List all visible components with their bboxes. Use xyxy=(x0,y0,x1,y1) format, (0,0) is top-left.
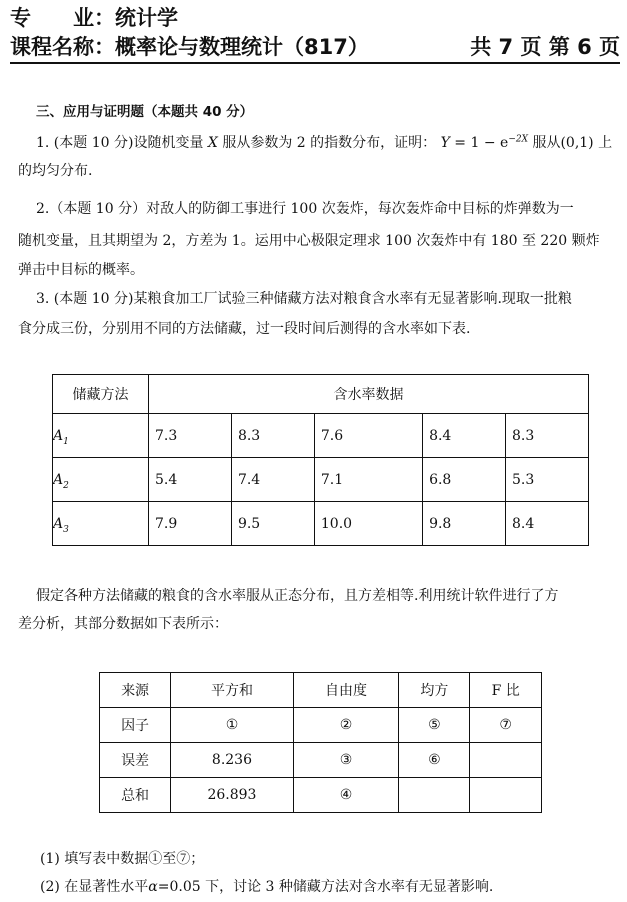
table-header-row xyxy=(53,375,589,414)
table-cell xyxy=(470,778,542,813)
table-header-cell: 来源 xyxy=(100,673,171,708)
table-cell: 5.3 xyxy=(506,458,589,502)
table-cell: 7.4 xyxy=(231,458,314,502)
major-value: 统计学 xyxy=(115,6,178,30)
q1-formula-lhs: Y xyxy=(440,135,450,151)
q1-line2: 的均匀分布. xyxy=(18,163,93,179)
table-cell: 因子 xyxy=(100,708,171,743)
table-cell: 8.3 xyxy=(506,414,589,458)
method-label: $A_3$ xyxy=(53,502,149,546)
major-label: 专 业： xyxy=(10,6,115,30)
table-header-cell: 均方 xyxy=(399,673,470,708)
table-header-cell: 自由度 xyxy=(293,673,398,708)
q3-line2: 食分成三份，分别用不同的方法储藏，过一段时间后测得的含水率如下表. xyxy=(18,321,471,337)
table-cell: 6.8 xyxy=(423,458,506,502)
q1-var: X xyxy=(207,135,218,151)
alpha-symbol: α xyxy=(148,879,158,895)
q2-line1: 2.（本题 10 分）对敌人的防御工事进行 100 次轰炸，每次轰炸命中目标的炸弹数为一 xyxy=(36,201,574,217)
table-cell: 9.8 xyxy=(423,502,506,546)
q2-line2: 随机变量，且其期望为 2，方差为 1。运用中心极限定理求 100 次轰炸中有 180 至 220 颗炸 xyxy=(18,233,600,249)
q2-line3: 弹击中目标的概率。 xyxy=(18,262,144,278)
q1-formula-eq: = 1 − e xyxy=(449,135,509,151)
major-line xyxy=(10,6,178,30)
subq-2-prefix: (2) 在显著性水平 xyxy=(40,879,149,895)
anova-table xyxy=(99,672,542,813)
table-row xyxy=(53,414,589,458)
q1-prefix: 1. (本题 10 分)设随机变量 xyxy=(36,135,204,151)
table-cell: 误差 xyxy=(100,743,171,778)
q1-mid: 服从参数为 2 的指数分布，证明： xyxy=(222,135,437,151)
q1-suffix: 服从(0,1) 上 xyxy=(532,135,613,151)
table-cell: 9.5 xyxy=(231,502,314,546)
table-row xyxy=(100,778,542,813)
q1-formula-exp: −2X xyxy=(508,134,528,145)
table-cell: ① xyxy=(171,708,294,743)
table-cell: 8.4 xyxy=(506,502,589,546)
table-cell: 10.0 xyxy=(314,502,422,546)
table-row xyxy=(100,708,542,743)
table-cell: 7.9 xyxy=(149,502,232,546)
q3-line1: 3. (本题 10 分)某粮食加工厂试验三种储藏方法对粮食含水率有无显著影响.现取一批粮 xyxy=(36,291,572,307)
course-line xyxy=(10,35,620,59)
table-row xyxy=(53,502,589,546)
table-cell: ② xyxy=(293,708,398,743)
table-row xyxy=(53,458,589,502)
table-cell: ⑦ xyxy=(470,708,542,743)
table-cell: 8.3 xyxy=(231,414,314,458)
method-label: $A_1$ xyxy=(53,414,149,458)
section-title: 三、应用与证明题（本题共 40 分） xyxy=(36,104,254,120)
table-header-cell: 平方和 xyxy=(171,673,294,708)
subq-1: (1) 填写表中数据①至⑦； xyxy=(40,851,205,867)
table-cell: ⑤ xyxy=(399,708,470,743)
storage-method-header: 储藏方法 xyxy=(53,375,149,414)
table-cell xyxy=(399,778,470,813)
table-cell: ⑥ xyxy=(399,743,470,778)
subq-2-suffix: =0.05 下，讨论 3 种储藏方法对含水率有无显著影响. xyxy=(157,879,494,895)
table-cell: 26.893 xyxy=(171,778,294,813)
table-cell: 7.6 xyxy=(314,414,422,458)
table-cell: 7.3 xyxy=(149,414,232,458)
method-label: $A_2$ xyxy=(53,458,149,502)
table-cell xyxy=(470,743,542,778)
assumption-line1: 假定各种方法储藏的粮食的含水率服从正态分布，且方差相等.利用统计软件进行了方 xyxy=(36,588,559,604)
table-cell: 5.4 xyxy=(149,458,232,502)
table-cell: 8.4 xyxy=(423,414,506,458)
q1-line1 xyxy=(36,130,626,156)
table-cell: 7.1 xyxy=(314,458,422,502)
table-cell: ④ xyxy=(293,778,398,813)
table-cell: 8.236 xyxy=(171,743,294,778)
table-header-row xyxy=(100,673,542,708)
table-row xyxy=(100,743,542,778)
table-header-cell: F 比 xyxy=(470,673,542,708)
course-value: 概率论与数理统计（817） xyxy=(115,35,369,59)
table-cell: ③ xyxy=(293,743,398,778)
table-cell: 总和 xyxy=(100,778,171,813)
course-label: 课程名称： xyxy=(10,35,115,59)
page-info: 共 7 页 第 6 页 xyxy=(470,35,620,59)
subq-2 xyxy=(40,874,627,900)
assumption-line2: 差分析，其部分数据如下表所示： xyxy=(18,616,228,632)
moisture-data-table xyxy=(52,374,589,546)
header-rule xyxy=(10,62,620,64)
moisture-data-header: 含水率数据 xyxy=(149,375,589,414)
